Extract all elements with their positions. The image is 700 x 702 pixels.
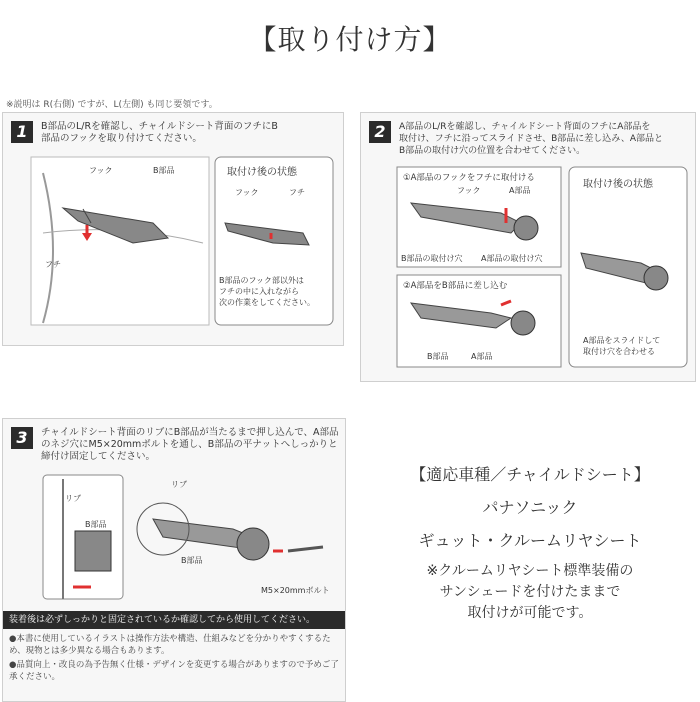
step2-sub2-apart-label: A部品 — [471, 352, 493, 361]
step1-instruction: B部品のL/Rを確認し、チャイルドシート背面のフチにB 部品のフックを取り付けてください。 — [41, 121, 278, 144]
step2-after-note: A部品をスライドして 取付け穴を合わせる — [583, 336, 661, 356]
step2-sub1-hook-label: フック — [457, 186, 481, 195]
step2-after-title: 取付け後の状態 — [583, 179, 653, 190]
step1-hook-label: フック — [89, 166, 113, 175]
step3-bpart-label: B部品 — [181, 556, 203, 565]
step3-number: 3 — [11, 427, 33, 449]
compatibility-section — [360, 462, 700, 624]
step3-panel — [2, 418, 346, 702]
step2-sub1-title: ①A部品のフックをフチに取付ける — [403, 173, 535, 183]
step2-instruction: A部品のL/Rを確認し、チャイルドシート背面のフチにA部品を 取付け、フチに沿ってスライドさせ、B部品に差し込み、A部品と B部品の取付け穴の位置を合わせてください。 — [399, 122, 663, 156]
step3-footnote-2: ●品質向上・改良の為予告無く仕様・デザインを変更する場合がありますので予めご了承ください。 — [9, 660, 339, 682]
step3-rib-label: リブ — [171, 480, 187, 489]
step2-panel — [360, 112, 696, 382]
step2-sub1-bhole-label: B部品の取付け穴 — [401, 254, 463, 263]
top-note: ※説明は R(右側) ですが、L(左側) も同じ要領です。 — [6, 100, 218, 110]
step1-bpart-label: B部品 — [153, 166, 175, 175]
step2-sub2-bpart-label: B部品 — [427, 352, 449, 361]
compatibility-maker: パナソニック — [482, 498, 578, 517]
step3-warning: 装着後は必ずしっかりと固定されているか確認してから使用してください。 — [3, 611, 345, 629]
step2-sub2-title: ②A部品をB部品に差し込む — [403, 281, 508, 291]
step1-after-title: 取付け後の状態 — [227, 167, 297, 178]
step3-footnote-1: ●本書に使用しているイラストは操作方法や構造、仕組みなどを分かりやすくするため、現物とは多少異なる場合もあります。 — [9, 634, 331, 656]
step1-number: 1 — [11, 121, 33, 143]
step2-number: 2 — [369, 121, 391, 143]
step3-illustration — [3, 419, 345, 609]
page-title: 【取り付け方】 — [248, 23, 452, 56]
step2-sub1-ahole-label: A部品の取付け穴 — [481, 254, 543, 263]
step3-rib-left-label: リブ — [65, 494, 81, 503]
step3-instruction: チャイルドシート背面のリブにB部品が当たるまで押し込んで、A部品のネジ穴にM5×20mmボルトを通し、B部品の平ナットへしっかりと締付け固定してください。 — [41, 427, 339, 462]
step1-edge-label: フチ — [45, 260, 61, 269]
step3-bpart-left-label: B部品 — [85, 520, 107, 529]
compatibility-note-line2: サンシェードを付けたままで — [439, 584, 621, 600]
step1-illustration — [3, 113, 343, 345]
compatibility-model: ギュット・クルームリヤシート — [418, 531, 642, 550]
compatibility-heading: 【適応車種／チャイルドシート】 — [410, 465, 650, 484]
step1-panel — [2, 112, 344, 346]
step1-after-edge-label: フチ — [289, 188, 305, 197]
compatibility-note-line1: ※クルームリヤシート標準装備の — [426, 563, 634, 579]
step1-after-note: B部品のフック部以外は フチの中に入れながら 次の作業をしてください。 — [219, 276, 315, 307]
step3-bolt-label: M5×20mmボルト — [261, 586, 330, 595]
step1-after-hook-label: フック — [235, 188, 259, 197]
step2-sub1-apart-label: A部品 — [509, 186, 531, 195]
compatibility-note-line3: 取付けが可能です。 — [467, 605, 593, 621]
